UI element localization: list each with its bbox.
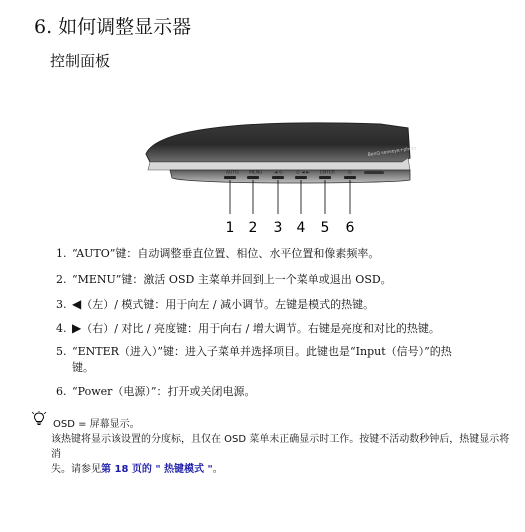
power-led [364,171,384,174]
list-number: 5. [56,345,67,358]
right-button-label: ⊙ ◄ ► [296,170,310,176]
right-button[interactable] [295,176,307,179]
list-number: 2. [56,273,67,286]
enter-button[interactable] [319,176,331,179]
auto-button[interactable] [224,176,236,179]
right-arrow-icon: ▶ [72,321,82,335]
list-item-right [56,320,506,337]
callout-number-4: 4 [296,220,306,236]
list-text: （左）/ 模式键：用于向左 / 减小调节。左键是模式的热键。 [81,298,375,311]
callout-lines [230,180,350,214]
list-text: “Power（电源）”：打开或关闭电源。 [72,385,256,398]
list-text: “AUTO”键：自动调整垂直位置、相位、水平位置和像素频率。 [72,247,380,260]
note-line-2-post: 。 [212,464,223,475]
list-item-menu [56,272,506,288]
section-title: 6. 如何调整显示器 [34,16,192,38]
hotkey-mode-page-link[interactable]: 第 18 页的 " 热键模式 " [101,464,213,475]
list-text: “MENU”键：激活 OSD 主菜单并回到上一个菜单或退出 OSD。 [72,273,392,286]
monitor-control-panel-figure [140,118,422,240]
list-item-enter [56,344,506,376]
callout-number-3: 3 [273,220,283,236]
note-line-1: 该热键将显示该设置的分度标，且仅在 OSD 菜单未正确显示时工作。按键不活动数秒钟后，热键显示将消 [51,434,510,460]
left-button[interactable] [272,176,284,179]
callout-number-2: 2 [248,220,258,236]
list-text: “ENTER（进入）”键：进入子菜单并选择项目。此键也是“Input（信号）”的热 [72,345,452,358]
note-body [51,432,511,477]
callout-number-1: 1 [225,220,235,236]
menu-button[interactable] [247,176,259,179]
brand-text: BenQ senseye+photo [367,146,417,158]
list-number: 6. [56,385,67,398]
menu-button-label: MENU [249,170,263,176]
list-number: 1. [56,247,67,260]
enter-button-label: ENTER [320,170,335,176]
list-number: 3. [56,298,67,311]
auto-button-label: AUTO [226,170,239,176]
note-line-2 [51,462,511,477]
list-item-power [56,384,506,400]
power-button-label: ⏻ [348,170,352,176]
list-item-auto [56,246,506,262]
list-number: 4. [56,322,67,335]
callout-number-5: 5 [320,220,330,236]
list-text: （右）/ 对比 / 亮度键：用于向右 / 增大调节。右键是亮度和对比的热键。 [81,322,440,335]
subsection-title: 控制面板 [50,52,111,70]
note-heading: OSD = 屏幕显示。 [53,419,140,430]
note-line-2-pre: 失。请参见 [51,464,101,475]
left-button-label: ◄ ⊙ [274,170,283,176]
left-arrow-icon: ◀ [72,297,82,311]
power-button[interactable] [344,176,356,179]
list-text-continued: 键。 [72,361,94,374]
callout-number-6: 6 [345,220,355,236]
lightbulb-icon [31,411,47,427]
list-item-left [56,296,506,313]
